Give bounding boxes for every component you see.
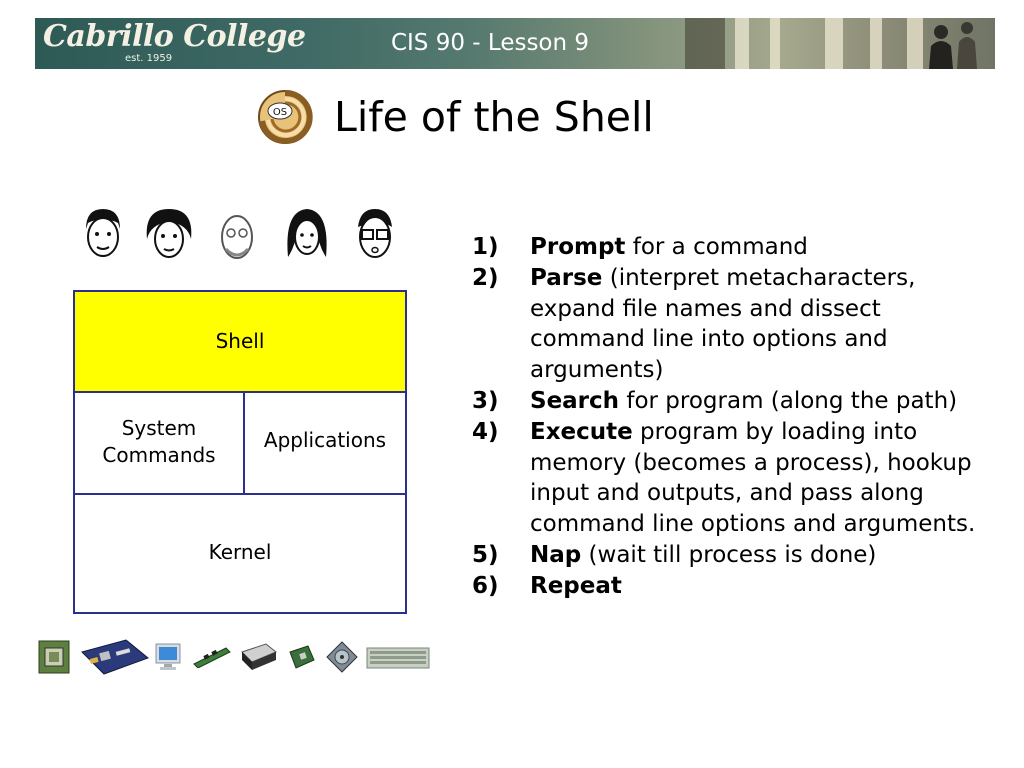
list-item xyxy=(472,263,992,386)
banner-pillar xyxy=(870,18,882,69)
monitor-icon xyxy=(154,642,182,672)
list-item xyxy=(472,417,992,540)
user-face-icon xyxy=(78,205,128,265)
list-item xyxy=(472,540,992,571)
step-keyword: Execute xyxy=(530,418,633,445)
network-card-icon xyxy=(288,644,316,670)
user-face-icon xyxy=(282,205,332,265)
step-keyword: Nap xyxy=(530,541,582,568)
hardware-row xyxy=(36,638,432,678)
disk-drive-icon xyxy=(240,642,278,672)
list-item xyxy=(472,571,992,602)
banner-shade xyxy=(685,18,725,69)
step-number: 5) xyxy=(472,541,499,568)
slide-title: Life of the Shell xyxy=(334,93,654,141)
users-row xyxy=(78,205,398,267)
kernel-label: Kernel xyxy=(208,540,272,564)
step-number: 3) xyxy=(472,387,499,414)
os-shell-icon xyxy=(256,88,314,146)
step-keyword: Repeat xyxy=(530,572,622,599)
user-face-icon xyxy=(350,205,400,265)
step-keyword: Prompt xyxy=(530,234,626,260)
system-commands-label-line1: System xyxy=(121,416,197,440)
os-layer-diagram xyxy=(73,290,407,614)
step-number: 6) xyxy=(472,572,499,599)
course-title: CIS 90 - Lesson 9 xyxy=(390,30,590,56)
keyboard-icon xyxy=(366,646,430,670)
banner-pillar xyxy=(735,18,749,69)
system-commands-label-line2: Commands xyxy=(102,443,216,467)
user-face-icon xyxy=(212,205,262,265)
step-number: 1) xyxy=(472,234,499,260)
step-text: for program (along the path) xyxy=(619,387,958,414)
list-item xyxy=(472,386,992,417)
shell-label: Shell xyxy=(215,329,265,353)
banner-pillar xyxy=(770,18,780,69)
header-banner xyxy=(35,18,995,69)
step-number: 2) xyxy=(472,264,499,291)
logo-wordmark: Cabrillo College xyxy=(43,19,306,54)
banner-pillar xyxy=(825,18,843,69)
shell-steps-list xyxy=(472,232,992,602)
logo-established: est. 1959 xyxy=(125,53,173,64)
memory-module-icon xyxy=(192,646,232,668)
step-text: (interpret metacharacters, expand file names and dissect command line into options and arguments) xyxy=(530,264,916,384)
os-badge-label: OS xyxy=(272,107,288,118)
system-commands-layer xyxy=(75,393,245,495)
people-photo-icon xyxy=(915,18,995,69)
step-text: program by loading into memory (becomes a process), hookup input and outputs, and pass along command line options and arguments. xyxy=(530,418,976,538)
cpu-chip-icon xyxy=(38,640,70,674)
shell-layer xyxy=(75,292,405,393)
list-item xyxy=(472,232,992,263)
motherboard-icon xyxy=(78,638,150,676)
step-text: for a command xyxy=(625,234,808,260)
college-logo xyxy=(43,19,306,66)
step-keyword: Parse xyxy=(530,264,603,291)
user-face-icon xyxy=(144,205,194,265)
applications-label: Applications xyxy=(263,427,387,452)
applications-layer xyxy=(245,393,405,495)
kernel-layer xyxy=(75,495,405,612)
step-text: (wait till process is done) xyxy=(581,541,877,568)
hard-disk-icon xyxy=(326,641,358,673)
step-number: 4) xyxy=(472,418,499,445)
step-keyword: Search xyxy=(530,387,620,414)
